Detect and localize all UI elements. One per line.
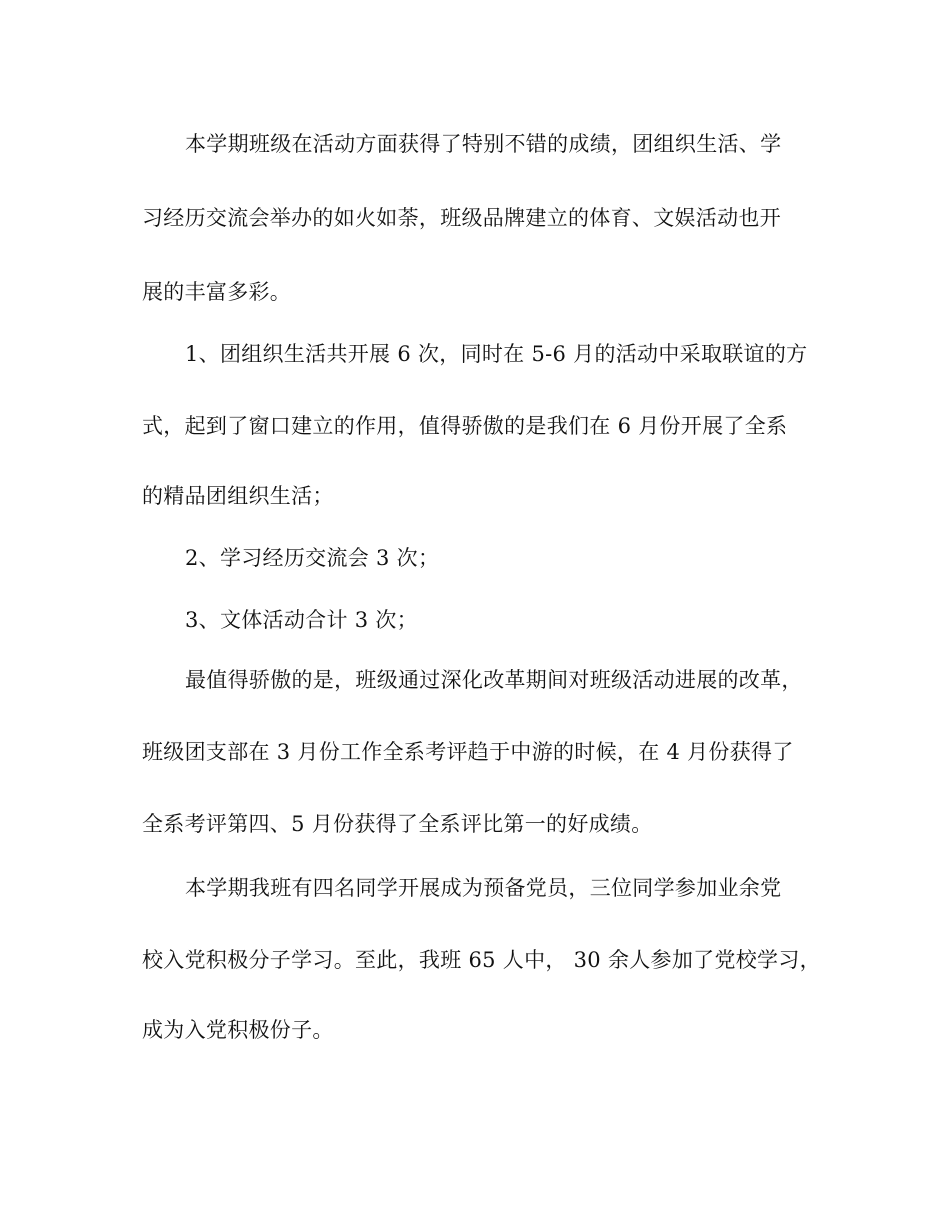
- paragraph-1-line-2: 习经历交流会举办的如火如荼，班级品牌建立的体育、文娱活动也开: [142, 206, 781, 230]
- paragraph-3-line-1: 本学期我班有四名同学开展成为预备党员，三位同学参加业余党: [185, 876, 782, 900]
- paragraph-2-line-3: 全系考评第四、5 月份获得了全系评比第一的好成绩。: [142, 812, 653, 836]
- paragraph-3-line-3: 成为入党积极份子。: [142, 1018, 334, 1042]
- paragraph-1-line-1: 本学期班级在活动方面获得了特别不错的成绩，团组织生活、学: [185, 132, 782, 156]
- paragraph-2-line-2: 班级团支部在 3 月份工作全系考评趋于中游的时候，在 4 月份获得了: [142, 740, 794, 764]
- paragraph-1-line-3: 展的丰富多彩。: [142, 280, 292, 304]
- paragraph-2-line-1: 最值得骄傲的是，班级通过深化改革期间对班级活动进展的改革，: [185, 668, 803, 692]
- list-item-1-line-1: 1、团组织生活共开展 6 次，同时在 5-6 月的活动中采取联谊的方: [185, 342, 808, 366]
- list-item-1-line-2: 式，起到了窗口建立的作用，值得骄傲的是我们在 6 月份开展了全系: [142, 414, 788, 438]
- paragraph-3-line-2: 校入党积极分子学习。至此，我班 65 人中， 30 余人参加了党校学习，: [142, 948, 821, 972]
- list-item-3: 3、文体活动合计 3 次；: [185, 608, 418, 632]
- list-item-1-line-3: 的精品团组织生活；: [142, 484, 334, 508]
- list-item-2: 2、学习经历交流会 3 次；: [185, 546, 440, 570]
